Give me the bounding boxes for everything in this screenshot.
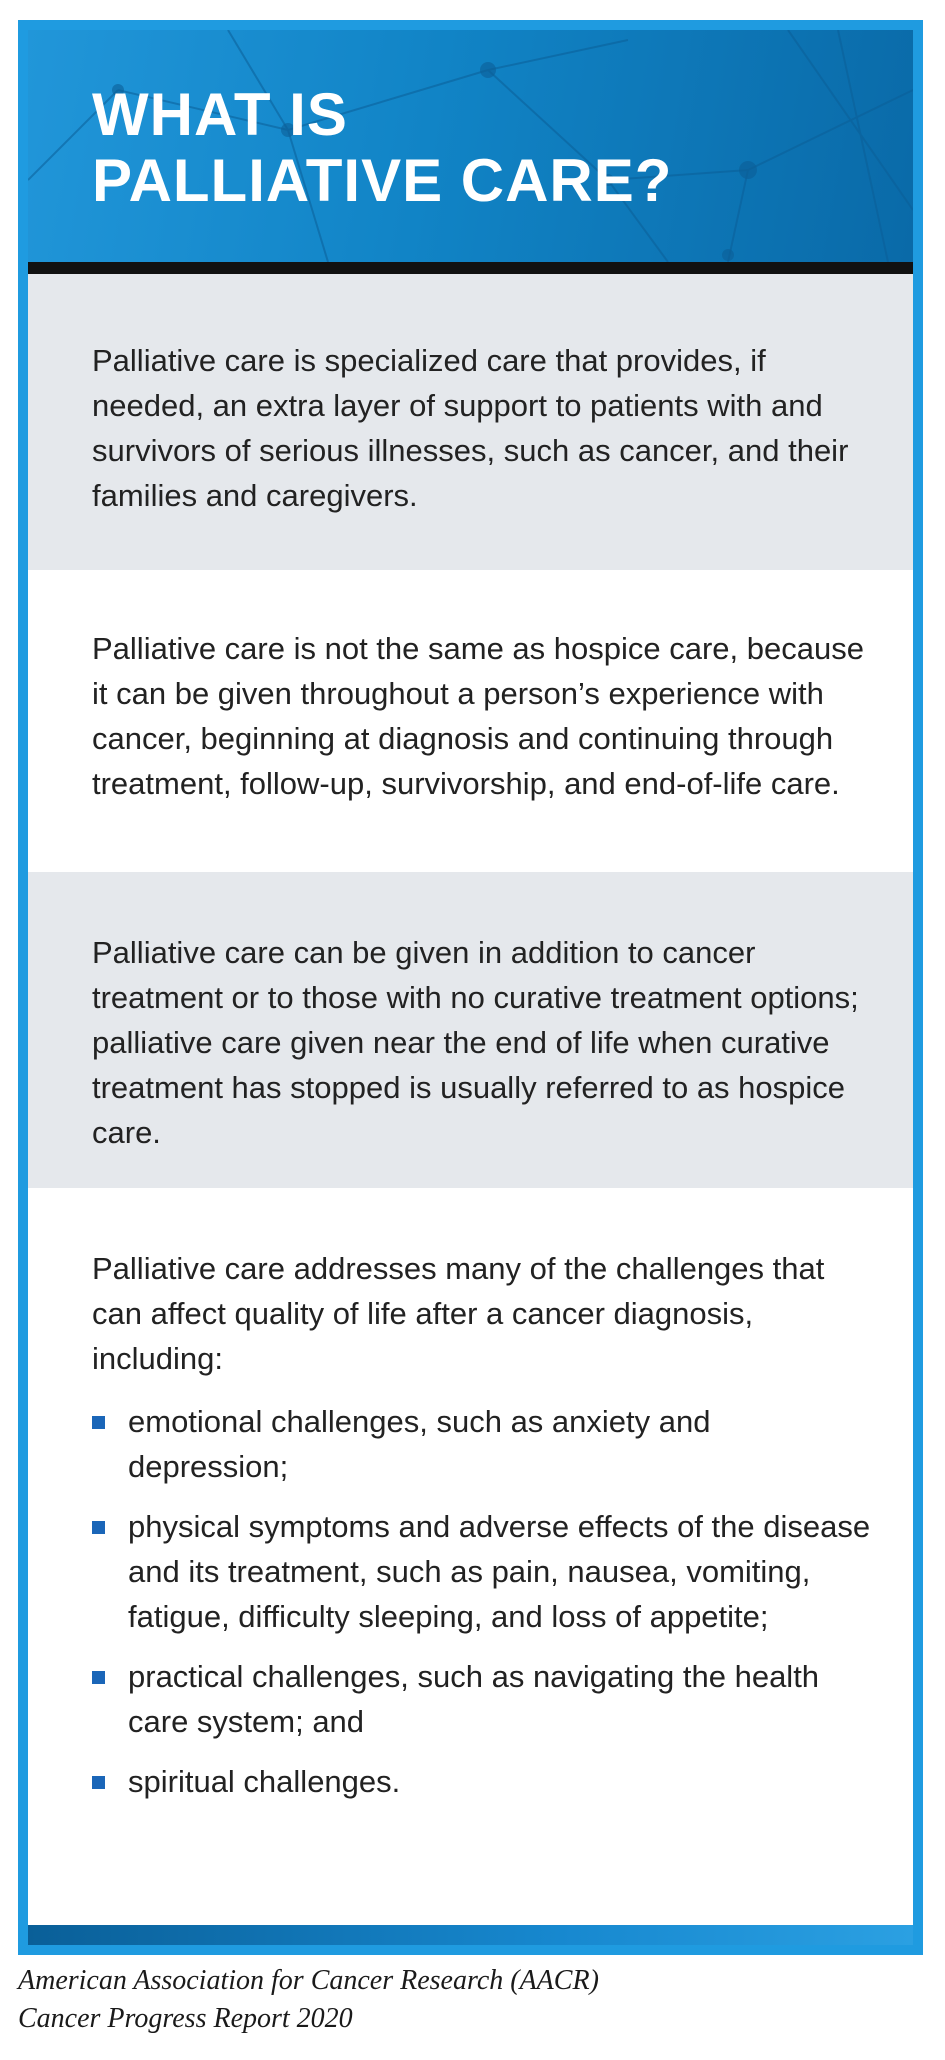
list-item	[92, 1654, 873, 1744]
info-panel-not-hospice	[28, 570, 913, 872]
title-line-2: PALLIATIVE CARE?	[92, 147, 673, 214]
info-panel-definition	[28, 274, 913, 570]
list-item-text: emotional challenges, such as anxiety and depression;	[128, 1404, 711, 1484]
panel-text: Palliative care can be given in addition to cancer treatment or to those with no curative treatment options; palliative care given near the end of life when curative treatment has stopped is usually referred to as hospice care.	[92, 935, 859, 1150]
square-bullet-icon	[92, 1671, 105, 1684]
infographic-frame	[18, 20, 923, 1955]
source-line-2: Cancer Progress Report 2020	[18, 2003, 353, 2034]
square-bullet-icon	[92, 1416, 105, 1429]
list-item	[92, 1759, 873, 1804]
list-item-text: practical challenges, such as navigating the health care system; and	[128, 1659, 820, 1739]
page-title	[92, 82, 672, 214]
title-line-1: WHAT IS	[92, 81, 348, 148]
square-bullet-icon	[92, 1521, 105, 1534]
header-banner	[28, 30, 913, 262]
info-panel-with-treatment	[28, 872, 913, 1188]
panel-text: Palliative care is not the same as hospice care, because it can be given throughout a person’s experience with cancer, beginning at diagnosis and continuing through treatment, follow-up, survivorship, and end-of-life care.	[92, 631, 864, 801]
panel-text: Palliative care addresses many of the challenges that can affect quality of life after a cancer diagnosis, including:	[92, 1251, 825, 1376]
panel-text: Palliative care is specialized care that provides, if needed, an extra layer of support to patients with and survivors of serious illnesses, such as cancer, and their families and caregivers.	[92, 343, 849, 513]
header-divider	[28, 262, 913, 274]
list-item	[92, 1504, 873, 1639]
footer-strip	[28, 1925, 913, 1945]
info-panel-challenges	[28, 1188, 913, 1853]
list-item-text: spiritual challenges.	[128, 1764, 401, 1799]
list-item	[92, 1399, 873, 1489]
list-item-text: physical symptoms and adverse effects of the disease and its treatment, such as pain, nausea, vomiting, fatigue, difficulty sleeping, and loss of appetite;	[128, 1509, 871, 1634]
challenges-list	[92, 1399, 873, 1804]
source-citation	[18, 1962, 599, 2038]
square-bullet-icon	[92, 1776, 105, 1789]
source-line-1: American Association for Cancer Research (AACR)	[18, 1965, 599, 1996]
